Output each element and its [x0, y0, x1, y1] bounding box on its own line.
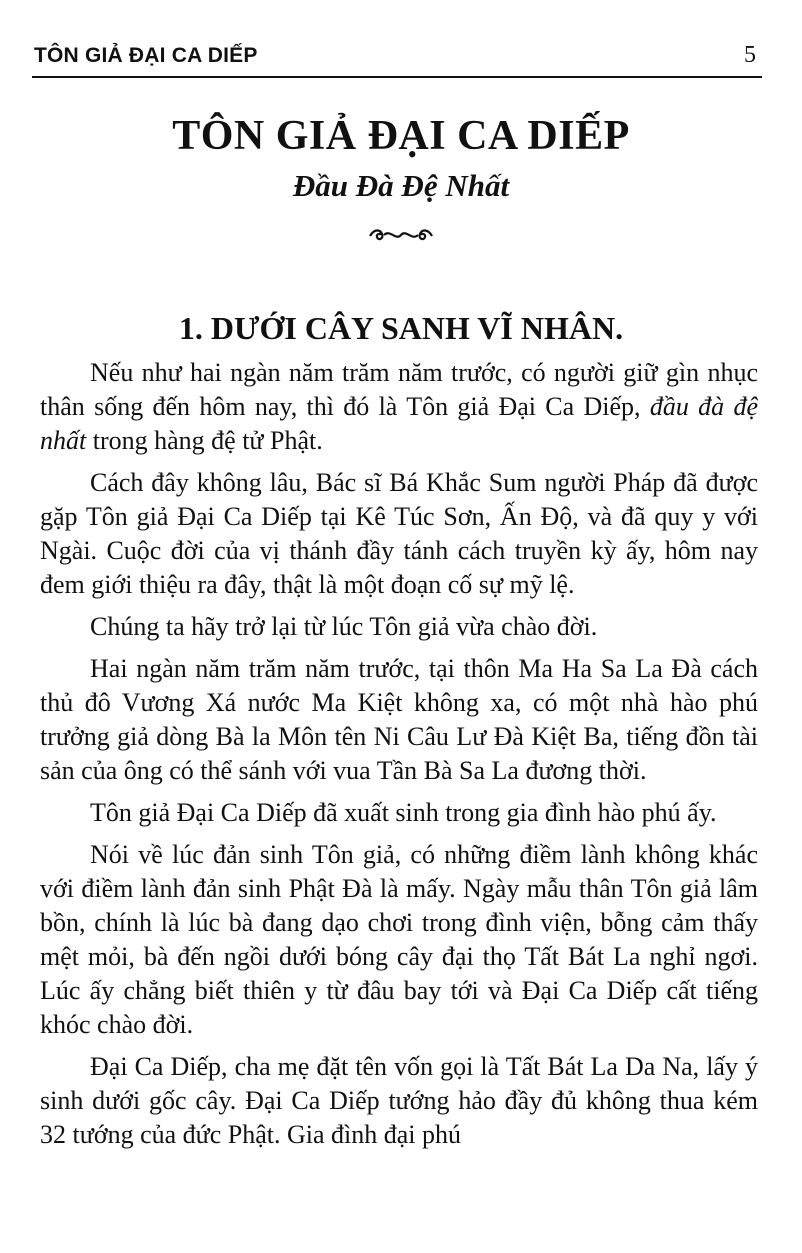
running-header: [32, 40, 762, 78]
page-number: 5: [744, 42, 756, 68]
paragraph-text: Nếu như hai ngàn năm trăm năm trước, có người giữ gìn nhục thân sống đến hôm nay, thì đó là Tôn giả Đại Ca Diếp,: [40, 358, 758, 421]
chapter-title: TÔN GIẢ ĐẠI CA DIẾP: [172, 113, 630, 159]
paragraph: Hai ngàn năm trăm năm trước, tại thôn Ma Ha Sa La Đà cách thủ đô Vương Xá nước Ma Kiệt không xa, có một nhà hào phú trưởng giả dòng Bà la Môn tên Ni Câu Lư Đà Kiệt Ba, tiếng đồn tài sản của ông có thể sánh với vua Tần Bà Sa La đương thời.: [40, 654, 758, 785]
section-heading: 1. DƯỚI CÂY SANH VĨ NHÂN.: [178, 310, 624, 346]
paragraph: Chúng ta hãy trở lại từ lúc Tôn giả vừa chào đời.: [90, 612, 598, 641]
paragraph: Đại Ca Diếp, cha mẹ đặt tên vốn gọi là Tất Bát La Da Na, lấy ý sinh dưới gốc cây. Đại Ca Diếp tướng hảo đầy đủ không thua kém 32 tướng của đức Phật. Gia đình đại phú: [40, 1052, 758, 1149]
emphasized-phrase: đầu đà đệ nhất: [40, 392, 758, 455]
paragraph-text: trong hàng đệ tử Phật.: [86, 426, 323, 455]
chapter-subtitle: Đầu Đà Đệ Nhất: [292, 168, 510, 203]
body-text: [40, 356, 758, 1160]
paragraph: Cách đây không lâu, Bác sĩ Bá Khắc Sum người Pháp đã được gặp Tôn giả Đại Ca Diếp tại Kê Túc Sơn, Ấn Độ, và đã quy y với Ngài. Cuộc đời của vị thánh đầy tánh cách truyền kỳ ấy, hôm nay đem giới thiệu ra đây, thật là một đoạn cố sự mỹ lệ.: [40, 468, 758, 599]
paragraph: [40, 356, 758, 458]
paragraph: Nói về lúc đản sinh Tôn giả, có những điềm lành không khác với điềm lành đản sinh Phật Đà là mấy. Ngày mẫu thân Tôn giả lâm bồn, chính là lúc bà đang dạo chơi trong đình viện, bỗng cảm thấy mệt mỏi, bà đến ngồi dưới bóng cây đại thọ Tất Bát La nghỉ ngơi. Lúc ấy chẳng biết thiên y từ đâu bay tới và Đại Ca Diếp cất tiếng khóc chào đời.: [40, 840, 758, 1039]
paragraph: Tôn giả Đại Ca Diếp đã xuất sinh trong gia đình hào phú ấy.: [90, 798, 717, 827]
running-title: TÔN GIẢ ĐẠI CA DIẾP: [34, 44, 258, 67]
decorative-flourish-icon: [368, 225, 434, 245]
